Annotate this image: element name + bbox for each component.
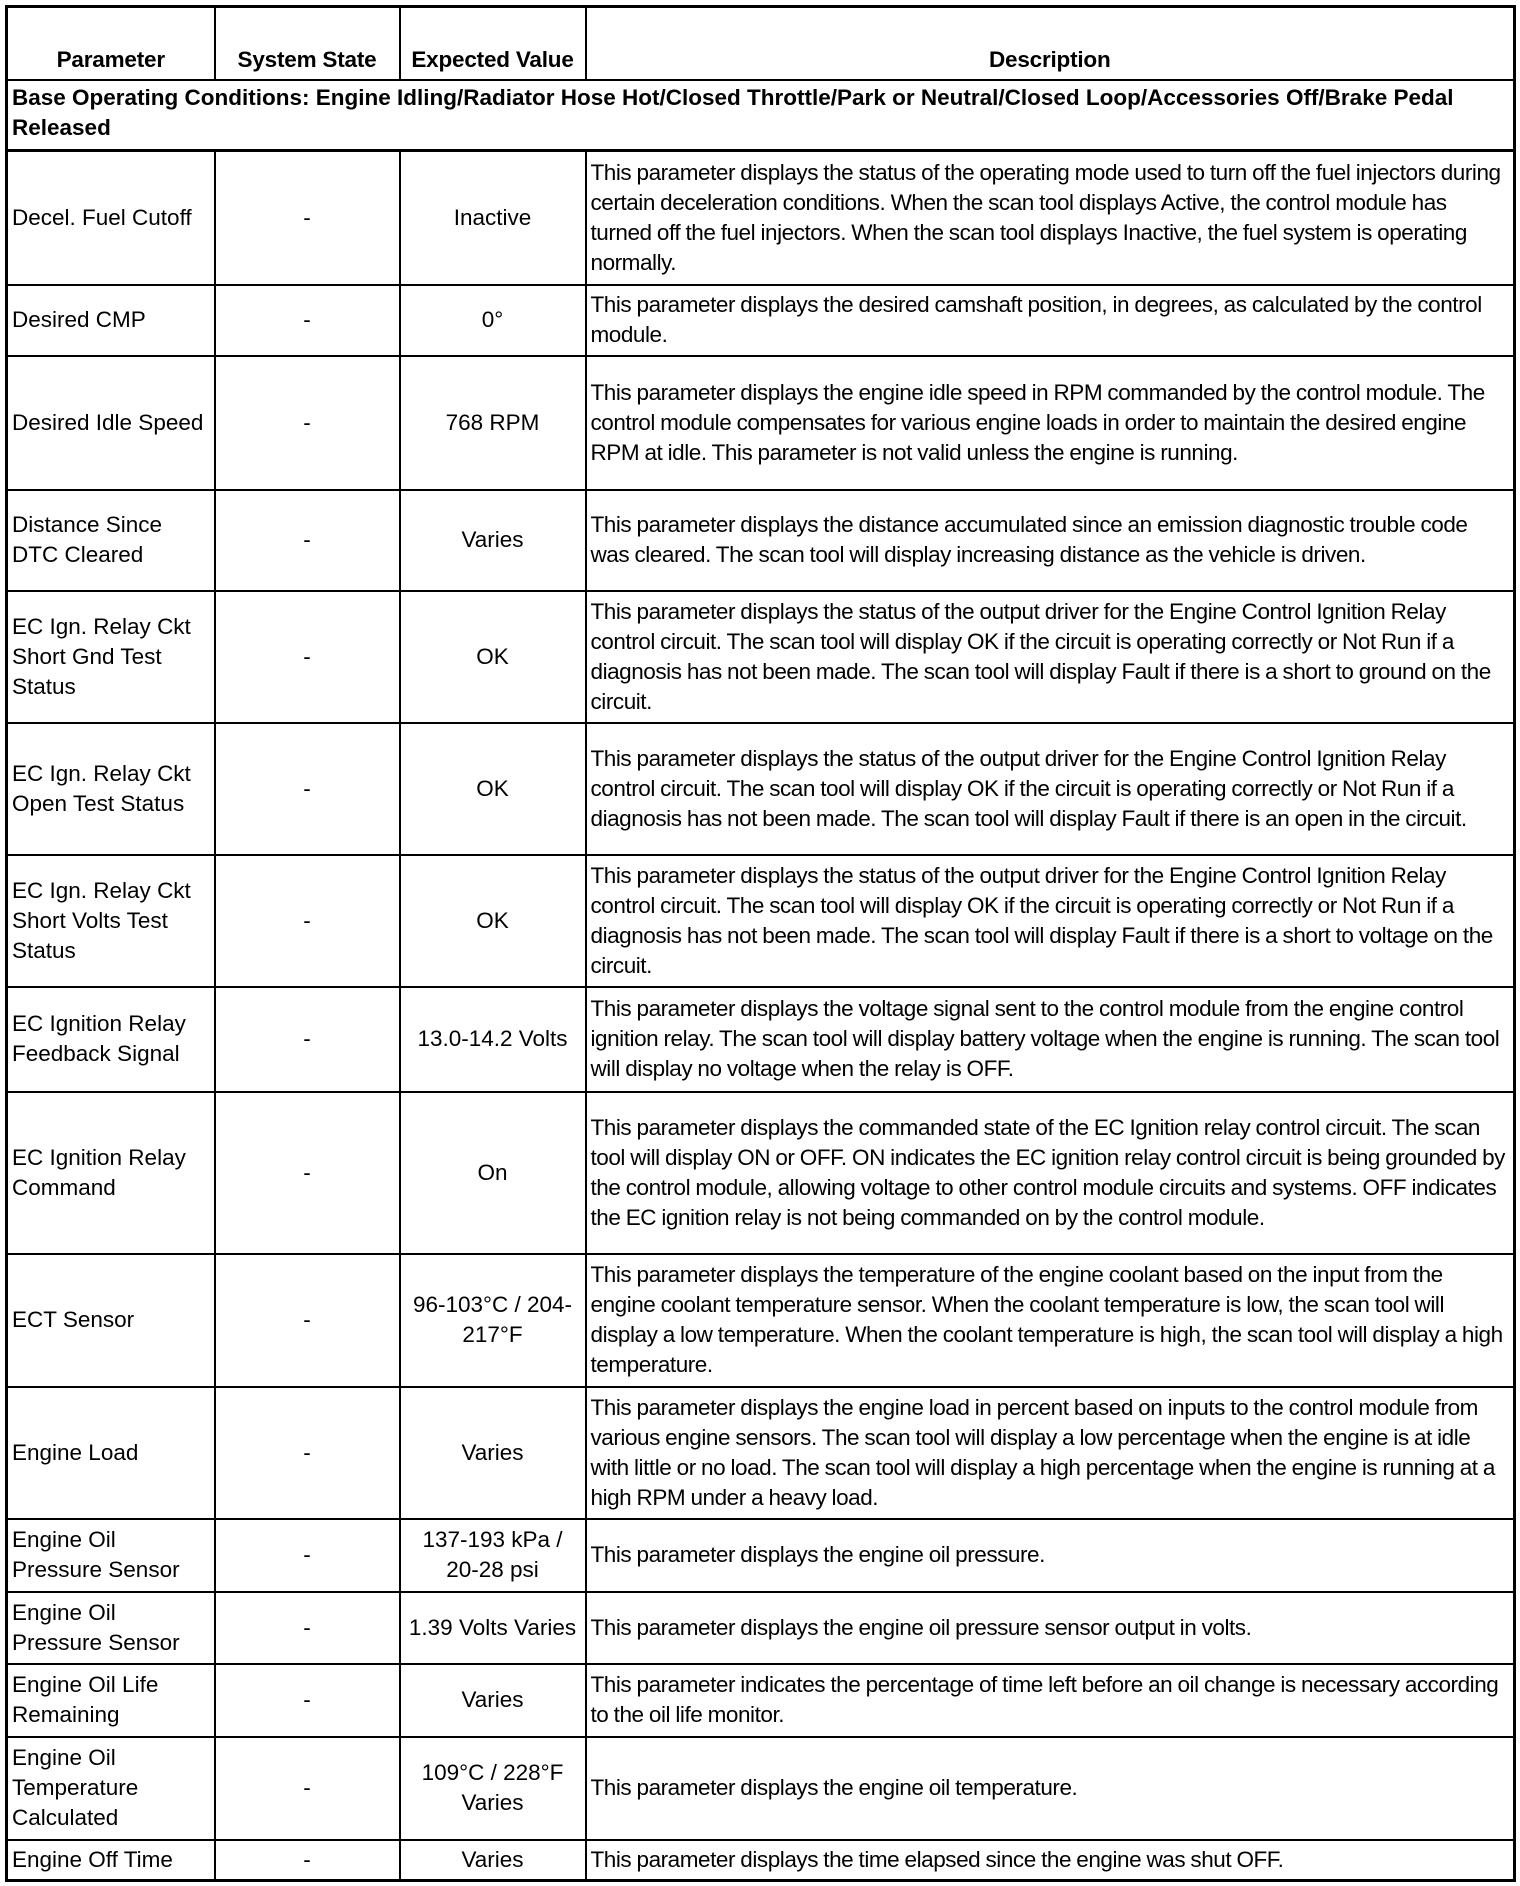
table-row [7, 490, 1515, 591]
description-cell: This parameter displays the desired camshaft position, in degrees, as calculated by the control module. [586, 285, 1515, 356]
expected-value-cell: 1.39 Volts Varies [400, 1592, 586, 1664]
table-row [7, 1254, 1515, 1387]
expected-value-cell: Varies [400, 1664, 586, 1737]
description-cell: This parameter displays the engine load in percent based on inputs to the control module from various engine sensors. The scan tool will display a low percentage when the engine is at idle with little or no load. The scan tool will display a high percentage when the engine is running at a high RPM under a heavy load. [586, 1387, 1515, 1519]
description-cell: This parameter displays the distance accumulated since an emission diagnostic trouble code was cleared. The scan tool will display increasing distance as the vehicle is driven. [586, 490, 1515, 591]
system-state-cell: - [215, 723, 400, 855]
parameter-cell: Engine Oil Life Remaining [7, 1664, 215, 1737]
expected-value-cell: 768 RPM [400, 356, 586, 490]
table-row [7, 1519, 1515, 1592]
expected-value-cell: 109°C / 228°F Varies [400, 1737, 586, 1840]
table-row [7, 987, 1515, 1092]
table-row [7, 1840, 1515, 1881]
parameter-cell: Desired CMP [7, 285, 215, 356]
parameter-cell: Engine Load [7, 1387, 215, 1519]
table-row [7, 1664, 1515, 1737]
parameter-cell: Distance Since DTC Cleared [7, 490, 215, 591]
header-parameter: Parameter [7, 7, 215, 80]
system-state-cell: - [215, 151, 400, 285]
expected-value-cell: Varies [400, 1387, 586, 1519]
description-cell: This parameter displays the commanded state of the EC Ignition relay control circuit. The scan tool will display ON or OFF. ON indicates the EC ignition relay control circuit is being grounded by the control module, allowing voltage to other control module circuits and systems. OFF indicates the EC ignition relay is not being commanded on by the control module. [586, 1092, 1515, 1254]
system-state-cell: - [215, 1387, 400, 1519]
table-row [7, 356, 1515, 490]
expected-value-cell: 0° [400, 285, 586, 356]
description-cell: This parameter displays the engine oil pressure. [586, 1519, 1515, 1592]
scan-tool-data-table [5, 5, 1516, 1882]
table-row [7, 723, 1515, 855]
expected-value-cell: On [400, 1092, 586, 1254]
description-cell: This parameter displays the time elapsed since the engine was shut OFF. [586, 1840, 1515, 1881]
description-cell: This parameter displays the status of the output driver for the Engine Control Ignition Relay control circuit. The scan tool will display OK if the circuit is operating correctly or Not Run if a diagnosis has not been made. The scan tool will display Fault if there is an open in the circuit. [586, 723, 1515, 855]
parameter-cell: EC Ign. Relay Ckt Short Gnd Test Status [7, 591, 215, 723]
expected-value-cell: 96-103°C / 204-217°F [400, 1254, 586, 1387]
base-operating-conditions: Base Operating Conditions: Engine Idling/Radiator Hose Hot/Closed Throttle/Park or Neutral/Closed Loop/Accessories Off/Brake Pedal Released [7, 80, 1515, 151]
header-system-state: System State [215, 7, 400, 80]
description-cell: This parameter displays the engine idle speed in RPM commanded by the control module. The control module compensates for various engine loads in order to maintain the desired engine RPM at idle. This parameter is not valid unless the engine is running. [586, 356, 1515, 490]
expected-value-cell: 137-193 kPa / 20-28 psi [400, 1519, 586, 1592]
system-state-cell: - [215, 1737, 400, 1840]
table-row [7, 151, 1515, 285]
description-cell: This parameter displays the status of the output driver for the Engine Control Ignition Relay control circuit. The scan tool will display OK if the circuit is operating correctly or Not Run if a diagnosis has not been made. The scan tool will display Fault if there is a short to voltage on the circuit. [586, 855, 1515, 987]
system-state-cell: - [215, 855, 400, 987]
system-state-cell: - [215, 1254, 400, 1387]
parameter-cell: EC Ign. Relay Ckt Open Test Status [7, 723, 215, 855]
conditions-row [7, 80, 1515, 151]
expected-value-cell: Varies [400, 1840, 586, 1881]
system-state-cell: - [215, 1519, 400, 1592]
parameter-cell: EC Ignition Relay Command [7, 1092, 215, 1254]
system-state-cell: - [215, 356, 400, 490]
system-state-cell: - [215, 1840, 400, 1881]
table-row [7, 1387, 1515, 1519]
parameter-cell: Engine Oil Pressure Sensor [7, 1519, 215, 1592]
system-state-cell: - [215, 1592, 400, 1664]
system-state-cell: - [215, 1664, 400, 1737]
table-header-row [7, 7, 1515, 80]
parameter-cell: Engine Oil Temperature Calculated [7, 1737, 215, 1840]
expected-value-cell: OK [400, 855, 586, 987]
description-cell: This parameter indicates the percentage of time left before an oil change is necessary according to the oil life monitor. [586, 1664, 1515, 1737]
expected-value-cell: 13.0-14.2 Volts [400, 987, 586, 1092]
table-row [7, 1737, 1515, 1840]
description-cell: This parameter displays the temperature of the engine coolant based on the input from the engine coolant temperature sensor. When the coolant temperature is low, the scan tool will display a low temperature. When the coolant temperature is high, the scan tool will display a high temperature. [586, 1254, 1515, 1387]
parameter-cell: Engine Oil Pressure Sensor [7, 1592, 215, 1664]
description-cell: This parameter displays the voltage signal sent to the control module from the engine control ignition relay. The scan tool will display battery voltage when the engine is running. The scan tool will display no voltage when the relay is OFF. [586, 987, 1515, 1092]
parameter-cell: EC Ignition Relay Feedback Signal [7, 987, 215, 1092]
description-cell: This parameter displays the engine oil pressure sensor output in volts. [586, 1592, 1515, 1664]
expected-value-cell: OK [400, 723, 586, 855]
expected-value-cell: Inactive [400, 151, 586, 285]
expected-value-cell: OK [400, 591, 586, 723]
parameter-cell: Decel. Fuel Cutoff [7, 151, 215, 285]
header-expected-value: Expected Value [400, 7, 586, 80]
parameter-cell: Desired Idle Speed [7, 356, 215, 490]
system-state-cell: - [215, 1092, 400, 1254]
header-description: Description [586, 7, 1515, 80]
table-row [7, 855, 1515, 987]
table-row [7, 285, 1515, 356]
parameter-cell: ECT Sensor [7, 1254, 215, 1387]
system-state-cell: - [215, 987, 400, 1092]
description-cell: This parameter displays the status of the output driver for the Engine Control Ignition Relay control circuit. The scan tool will display OK if the circuit is operating correctly or Not Run if a diagnosis has not been made. The scan tool will display Fault if there is a short to ground on the circuit. [586, 591, 1515, 723]
system-state-cell: - [215, 285, 400, 356]
parameter-cell: Engine Off Time [7, 1840, 215, 1881]
table-row [7, 1592, 1515, 1664]
description-cell: This parameter displays the engine oil temperature. [586, 1737, 1515, 1840]
description-cell: This parameter displays the status of the operating mode used to turn off the fuel injectors during certain deceleration conditions. When the scan tool displays Active, the control module has turned off the fuel injectors. When the scan tool displays Inactive, the fuel system is operating normally. [586, 151, 1515, 285]
system-state-cell: - [215, 490, 400, 591]
parameter-cell: EC Ign. Relay Ckt Short Volts Test Status [7, 855, 215, 987]
expected-value-cell: Varies [400, 490, 586, 591]
system-state-cell: - [215, 591, 400, 723]
table-row [7, 591, 1515, 723]
table-row [7, 1092, 1515, 1254]
